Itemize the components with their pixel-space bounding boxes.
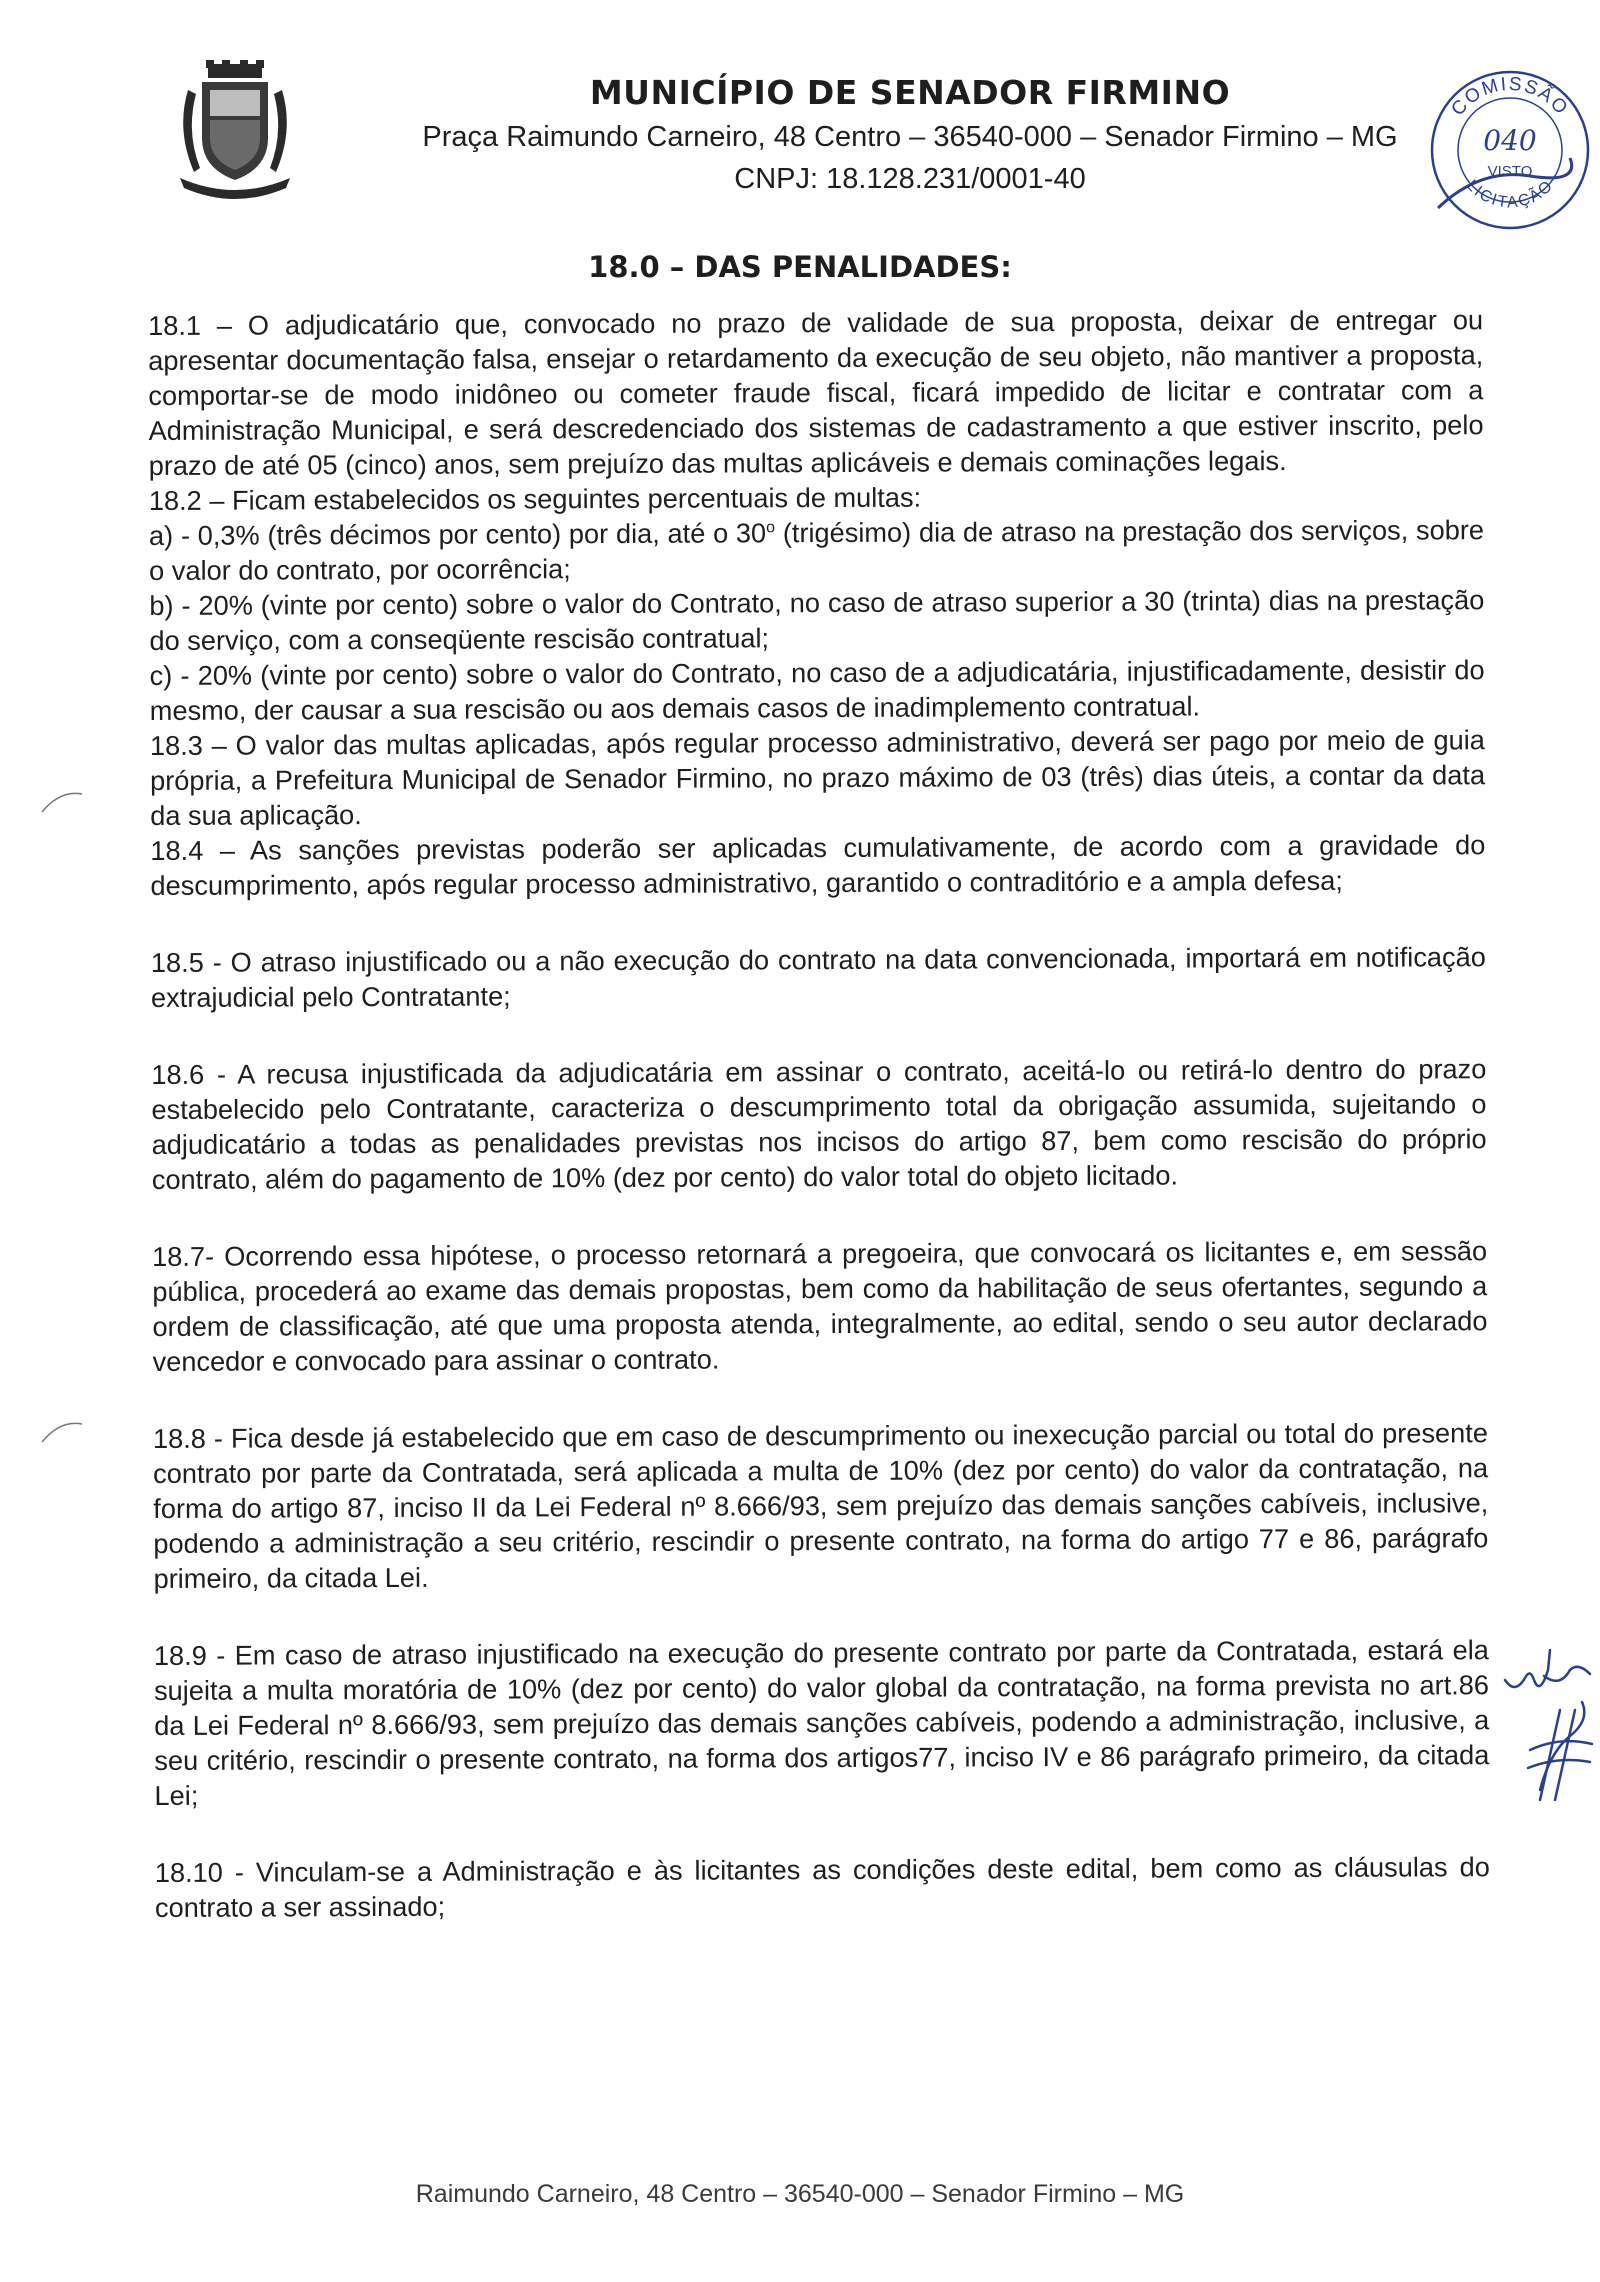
- stamp-top-text: COMISSÃO: [1447, 73, 1573, 120]
- clause-18-1: 18.1 – O adjudicatário que, convocado no prazo de validade de sua proposta, deixar de entregar ou apresentar documentação falsa, ensejar o retardamento da execução de seu objeto, não mantiver a proposta, comportar-se de modo inidôneo ou cometer fraude fiscal, ficará impedido de licitar e contratar com a Administração Municipal, e será descredenciado dos sistemas de cadastramento a que estiver inscrito, pelo prazo de até 05 (cinco) anos, sem prejuízo das multas aplicáveis e demais cominações legais.: [148, 304, 1484, 481]
- svg-text:COMISSÃO: [1447, 74, 1572, 120]
- letterhead: [380, 70, 1440, 200]
- clause-18-2-a-end: (trigésimo) dia de atraso na prestação dos serviços, sobre o valor do contrato, por ocorrência;: [149, 514, 1485, 586]
- penalties-body: [148, 302, 1490, 1925]
- page-footer: Raimundo Carneiro, 48 Centro – 36540-000 – Senador Firmino – MG: [415, 2180, 1185, 2208]
- commission-stamp: [1420, 58, 1600, 238]
- municipality-title: MUNICÍPIO DE SENADOR FIRMINO: [589, 73, 1231, 112]
- coat-of-arms-logo: [170, 60, 300, 200]
- clause-18-3: 18.3 – O valor das multas aplicadas, após regular processo administrativo, deverá ser pago por meio de guia própria, a Prefeitura Municipal de Senador Firmino, no prazo máximo de 03 (três) dias úteis, a contar da data da sua aplicação.: [149, 724, 1486, 831]
- municipality-cnpj: CNPJ: 18.128.231/0001-40: [734, 163, 1086, 195]
- clause-18-8: 18.8 - Fica desde já estabelecido que em caso de descumprimento ou inexecução parcial ou total do presente contrato por parte da Contratada, será aplicada a multa de 10% (dez por cento) do valor da contratação, na forma do artigo 87, inciso II da Lei Federal nº 8.666/93, sem prejuízo das demais sanções cabíveis, inclusive, podendo a administração a seu critério, rescindir o presente contrato, na forma do artigo 77 e 86, parágrafo primeiro, da citada Lei.: [152, 1417, 1489, 1594]
- section-title: 18.0 – DAS PENALIDADES:: [588, 250, 1012, 284]
- ordinal-superscript: o: [766, 519, 776, 537]
- municipality-address: Praça Raimundo Carneiro, 48 Centro – 36540-000 – Senador Firmino – MG: [422, 121, 1398, 153]
- clause-18-10: 18.10 - Vinculam-se a Administração e às licitantes as condições deste edital, bem como as cláusulas do contrato a ser assinado;: [154, 1851, 1490, 1923]
- clause-18-4: 18.4 – As sanções previstas poderão ser aplicadas cumulativamente, de acordo com a gravidade do descumprimento, após regular processo administrativo, garantido o contraditório e a ampla defesa;: [150, 829, 1486, 901]
- clause-18-2: 18.2 – Ficam estabelecidos os seguintes percentuais de multas:: [148, 481, 922, 516]
- clause-18-2-c: c) - 20% (vinte por cento) sobre o valor do Contrato, no caso de a adjudicatária, injustificadamente, desistir do mesmo, der causar a sua rescisão ou aos demais casos de inadimplemento contratual.: [149, 654, 1485, 726]
- stamp-number: 040: [1483, 124, 1537, 157]
- clause-18-9: 18.9 - Em caso de atraso injustificado na execução do presente contrato por parte da Contratada, estará ela sujeita a multa moratória de 10% (dez por cento) do valor global da contratação, na forma prevista no art.86 da Lei Federal nº 8.666/93, sem prejuízo das demais sanções cabíveis, podendo a administração, inclusive, a seu critério, rescindir o presente contrato, na forma dos artigos77, inciso IV e 86 parágrafo primeiro, da citada Lei;: [153, 1634, 1490, 1811]
- clause-18-5: 18.5 - O atraso injustificado ou a não execução do contrato na data convencionada, importará em notificação extrajudicial pelo Contratante;: [150, 941, 1486, 1013]
- clause-18-6: 18.6 - A recusa injustificada da adjudicatária em assinar o contrato, aceitá-lo ou retirá-lo dentro do prazo estabelecido pelo Contratante, caracteriza o descumprimento total da obrigação assumida, sujeitando o adjudicatário a todas as penalidades previstas nos incisos do artigo 87, bem como rescisão do próprio contrato, além do pagamento de 10% (dez por cento) do valor total do objeto licitado.: [151, 1053, 1487, 1195]
- stamp-bottom-text: LICITAÇÃO: [1462, 176, 1558, 212]
- clause-18-2-b: b) - 20% (vinte por cento) sobre o valor do Contrato, no caso de atraso superior a 30 (trinta) dias na prestação do serviço, com a conseqüente rescisão contratual;: [149, 584, 1485, 656]
- handwritten-signature: [1500, 1640, 1600, 1810]
- clause-18-2-a-start: a) - 0,3% (três décimos por cento) por dia, até o 30: [148, 517, 767, 551]
- margin-mark: [40, 786, 84, 816]
- clause-18-2-a: [149, 512, 1484, 588]
- stamp-word: VISTO: [1487, 163, 1533, 180]
- clause-18-7: 18.7- Ocorrendo essa hipótese, o processo retornará a pregoeira, que convocará os licitantes e, em sessão pública, procederá ao exame das demais propostas, bem como da habilitação de seus ofertantes, segundo a ordem de classificação, até que uma proposta atenda, integralmente, ao edital, sendo o seu autor declarado vencedor e convocado para assinar o contrato.: [152, 1235, 1488, 1377]
- margin-mark: [40, 1416, 84, 1446]
